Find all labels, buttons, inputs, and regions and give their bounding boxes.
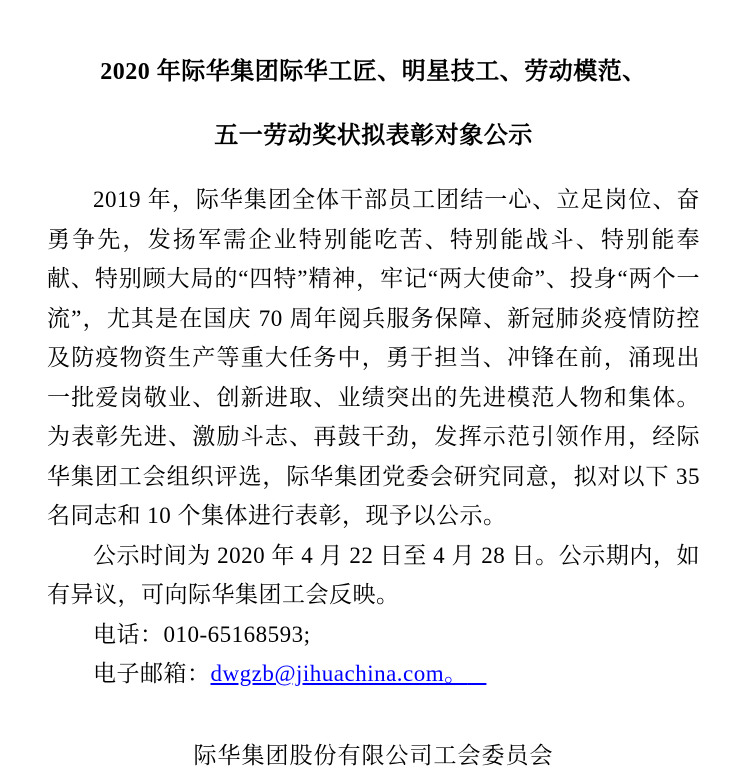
document-signature: 际华集团股份有限公司工会委员会	[193, 742, 554, 768]
email-line	[47, 654, 700, 694]
phone-label: 电话：	[93, 621, 164, 647]
document-body	[47, 180, 700, 694]
paragraph-notice-period: 公示时间为 2020 年 4 月 22 日至 4 月 28 日。公示期内，如有异议，可向际华集团工会反映。	[47, 542, 700, 607]
document-title	[47, 40, 700, 168]
phone-number: 010-65168593;	[163, 621, 311, 647]
document-page	[0, 40, 754, 769]
title-line-2: 五一劳动奖状拟表彰对象公示	[214, 123, 533, 149]
phone-line	[47, 615, 700, 655]
paragraph-intro: 2019 年，际华集团全体干部员工团结一心、立足岗位、奋勇争先，发扬军需企业特别能吃苦、特别能战斗、特别能奉献、特别顾大局的“四特”精神，牢记“两大使命”、投身“两个一流”，尤其是在国庆 70 周年阅兵服务保障、新冠肺炎疫情防控及防疫物资生产等重大任务中，勇于担当、冲锋在前，涌现出一批爱岗敬业、创新进取、业绩突出的先进模范人物和集体。为表彰先进、激励斗志、再鼓干劲，发挥示范引领作用，经际华集团工会组织评选，际华集团党委会研究同意，拟对以下 35 名同志和 10 个集体进行表彰，现予以公示。	[47, 187, 700, 528]
email-label: 电子邮箱：	[93, 661, 211, 686]
email-link[interactable]: dwgzb@jihuachina.com。	[210, 661, 468, 686]
title-line-1: 2020 年际华集团际华工匠、明星技工、劳动模范、	[100, 59, 647, 85]
